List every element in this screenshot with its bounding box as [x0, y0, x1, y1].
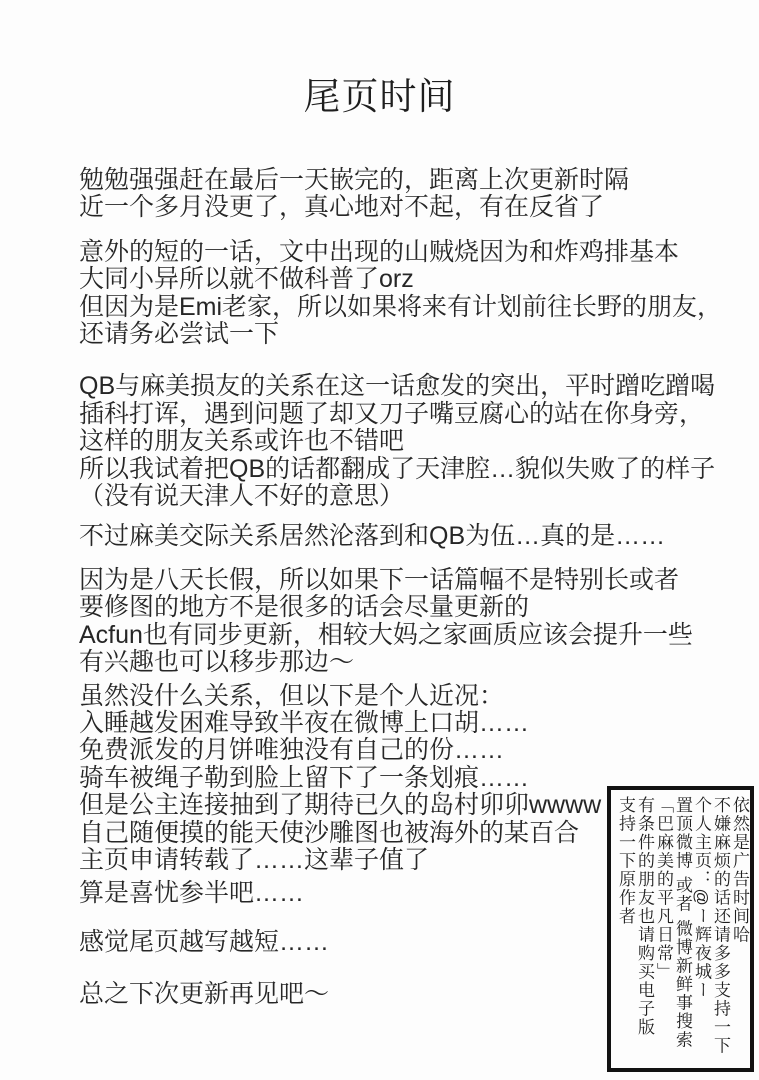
text-line: 还请务必尝试一下 — [79, 320, 280, 349]
text-line: 主页申请转载了……这辈子值了 — [79, 845, 430, 874]
text-line: 这样的朋友关系或许也不错吧 — [79, 427, 405, 456]
text-line: 算是喜忧参半吧…… — [79, 879, 305, 908]
text-line: QB与麻美损友的关系在这一话愈发的突出，平时蹭吃蹭喝 — [79, 372, 716, 401]
ad-column: 支持一下原作者 — [616, 796, 635, 926]
text-line: 免费派发的月饼唯独没有自己的份…… — [79, 736, 505, 765]
text-line: 不过麻美交际关系居然沦落到和QB为伍…真的是…… — [79, 522, 666, 551]
ad-column: 不嫌麻烦的话还请多多支持一下 — [711, 796, 730, 1055]
text-line: 要修图的地方不是很多的话会尽量更新的 — [79, 593, 530, 622]
text-line: 总之下次更新再见吧～ — [79, 980, 330, 1009]
text-line: 插科打诨，遇到问题了却又刀子嘴豆腐心的站在你身旁， — [79, 399, 705, 428]
text-line: 因为是八天长假，所以如果下一话篇幅不是特别长或者 — [79, 565, 680, 594]
ad-column-weibo-handle: 个人主页：@ー辉夜城ー — [692, 796, 711, 1000]
text-line: 虽然没什么关系，但以下是个人近况： — [79, 681, 505, 710]
text-line: 自己随便摸的能天使沙雕图也被海外的某百合 — [79, 818, 580, 847]
text-line: 近一个多月没更了，真心地对不起，有在反省了 — [79, 193, 605, 222]
text-line: 感觉尾页越写越短…… — [79, 927, 330, 956]
ad-box — [607, 786, 754, 1072]
paragraph-mami-social — [79, 523, 739, 550]
text-line: （没有说天津人不好的意思） — [79, 482, 405, 511]
text-line: 入睡越发困难导致半夜在微博上口胡…… — [79, 708, 530, 737]
text-line: 所以我试着把QB的话都翻成了天津腔…貌似失败了的样子 — [79, 454, 716, 483]
text-line: Acfun也有同步更新，相较大妈之家画质应该会提升一些 — [79, 620, 693, 649]
paragraph-qb-friendship — [79, 373, 739, 510]
ad-column: 依然是广告时间哈 — [730, 796, 749, 944]
text-line: 有兴趣也可以移步那边～ — [79, 648, 355, 677]
text-line: 但是公主连接抽到了期待已久的岛村卯卯wwww — [79, 791, 602, 820]
paragraph-update-plan — [79, 567, 739, 677]
text-line: 骑车被绳子勒到脸上留下了一条划痕…… — [79, 763, 530, 792]
paragraph-sanzokuyaki — [79, 239, 739, 349]
text-line: 但因为是Emi老家，所以如果将来有计划前往长野的朋友， — [79, 292, 723, 321]
paragraph-apology — [79, 167, 739, 222]
ad-column: 有条件的朋友也请购买电子版 — [635, 796, 654, 1037]
text-line: 大同小异所以就不做科普了orz — [79, 265, 414, 294]
text-line: 勉勉强强赶在最后一天嵌完的，距离上次更新时隔 — [79, 166, 630, 194]
page-title: 尾页时间 — [303, 76, 456, 117]
ad-column: 置顶微博 或者 微博新鲜事搜索 — [673, 796, 692, 1049]
ad-column-series-title: 「巴麻美的平凡日常」 — [654, 796, 673, 981]
text-line: 意外的短的一话，文中出现的山贼烧因为和炸鸡排基本 — [79, 237, 680, 266]
